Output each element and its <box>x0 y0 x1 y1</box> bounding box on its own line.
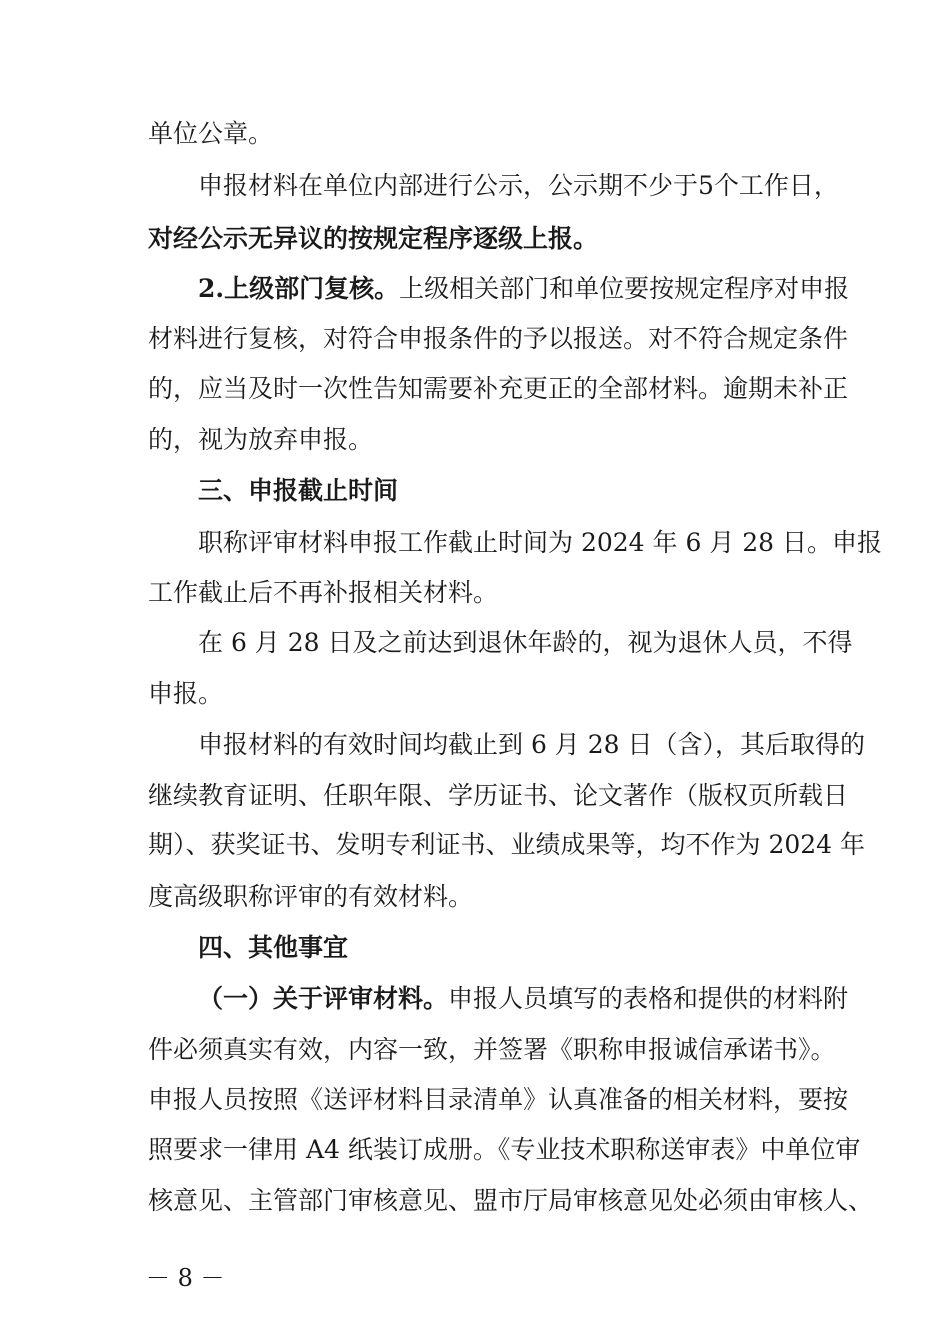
text-line: 申报材料在单位内部进行公示，公示期不少于5个工作日， <box>198 171 839 200</box>
text-line <box>198 273 850 305</box>
text-line: 申报。 <box>148 679 224 708</box>
text-line: 期）、获奖证书、发明专利证书、业绩成果等，均不作为 2024 年 <box>148 830 866 859</box>
text-line: 职称评审材料申报工作截止时间为 2024 年 6 月 28 日。申报 <box>198 528 883 557</box>
inline-heading: 2.上级部门复核。 <box>198 274 400 303</box>
text-line: 工作截止后不再补报相关材料。 <box>148 578 499 607</box>
text-line: 申报人员按照《送评材料目录清单》认真准备的相关材料，要按 <box>148 1085 849 1114</box>
page-number: － 8 － <box>146 1264 225 1292</box>
text-line: 的，应当及时一次性告知需要补充更正的全部材料。逾期未补正 <box>148 374 849 403</box>
text-line: 核意见、主管部门审核意见、盟市厅局审核意见处必须由审核人、 <box>148 1186 874 1215</box>
text-line: 四、其他事宜 <box>198 933 349 962</box>
text-line: 对经公示无异议的按规定程序逐级上报。 <box>148 224 599 253</box>
text-line: 继续教育证明、任职年限、学历证书、论文著作（版权页所载日 <box>148 781 849 810</box>
text-line: 度高级职称评审的有效材料。 <box>148 882 474 911</box>
text-line <box>198 983 849 1015</box>
text-line: 件必须真实有效，内容一致，并签署《职称申报诚信承诺书》。 <box>148 1035 836 1064</box>
text-line: 单位公章。 <box>148 119 274 148</box>
text-line: 材料进行复核，对符合申报条件的予以报送。对不符合规定条件 <box>148 324 849 353</box>
text-line: 在 6 月 28 日及之前达到退休年龄的，视为退休人员，不得 <box>198 628 853 657</box>
text-line: 申报材料的有效时间均截止到 6 月 28 日（含），其后取得的 <box>198 730 866 759</box>
text-line: 的，视为放弃申报。 <box>148 425 374 454</box>
text-run: 申报人员填写的表格和提供的材料附 <box>448 984 849 1013</box>
inline-heading: （一）关于评审材料。 <box>198 984 449 1013</box>
text-line: 照要求一律用 A4 纸装订成册。《专业技术职称送审表》中单位审 <box>148 1135 861 1164</box>
text-line: 三、申报截止时间 <box>198 476 399 505</box>
text-run: 上级相关部门和单位要按规定程序对申报 <box>399 274 850 303</box>
